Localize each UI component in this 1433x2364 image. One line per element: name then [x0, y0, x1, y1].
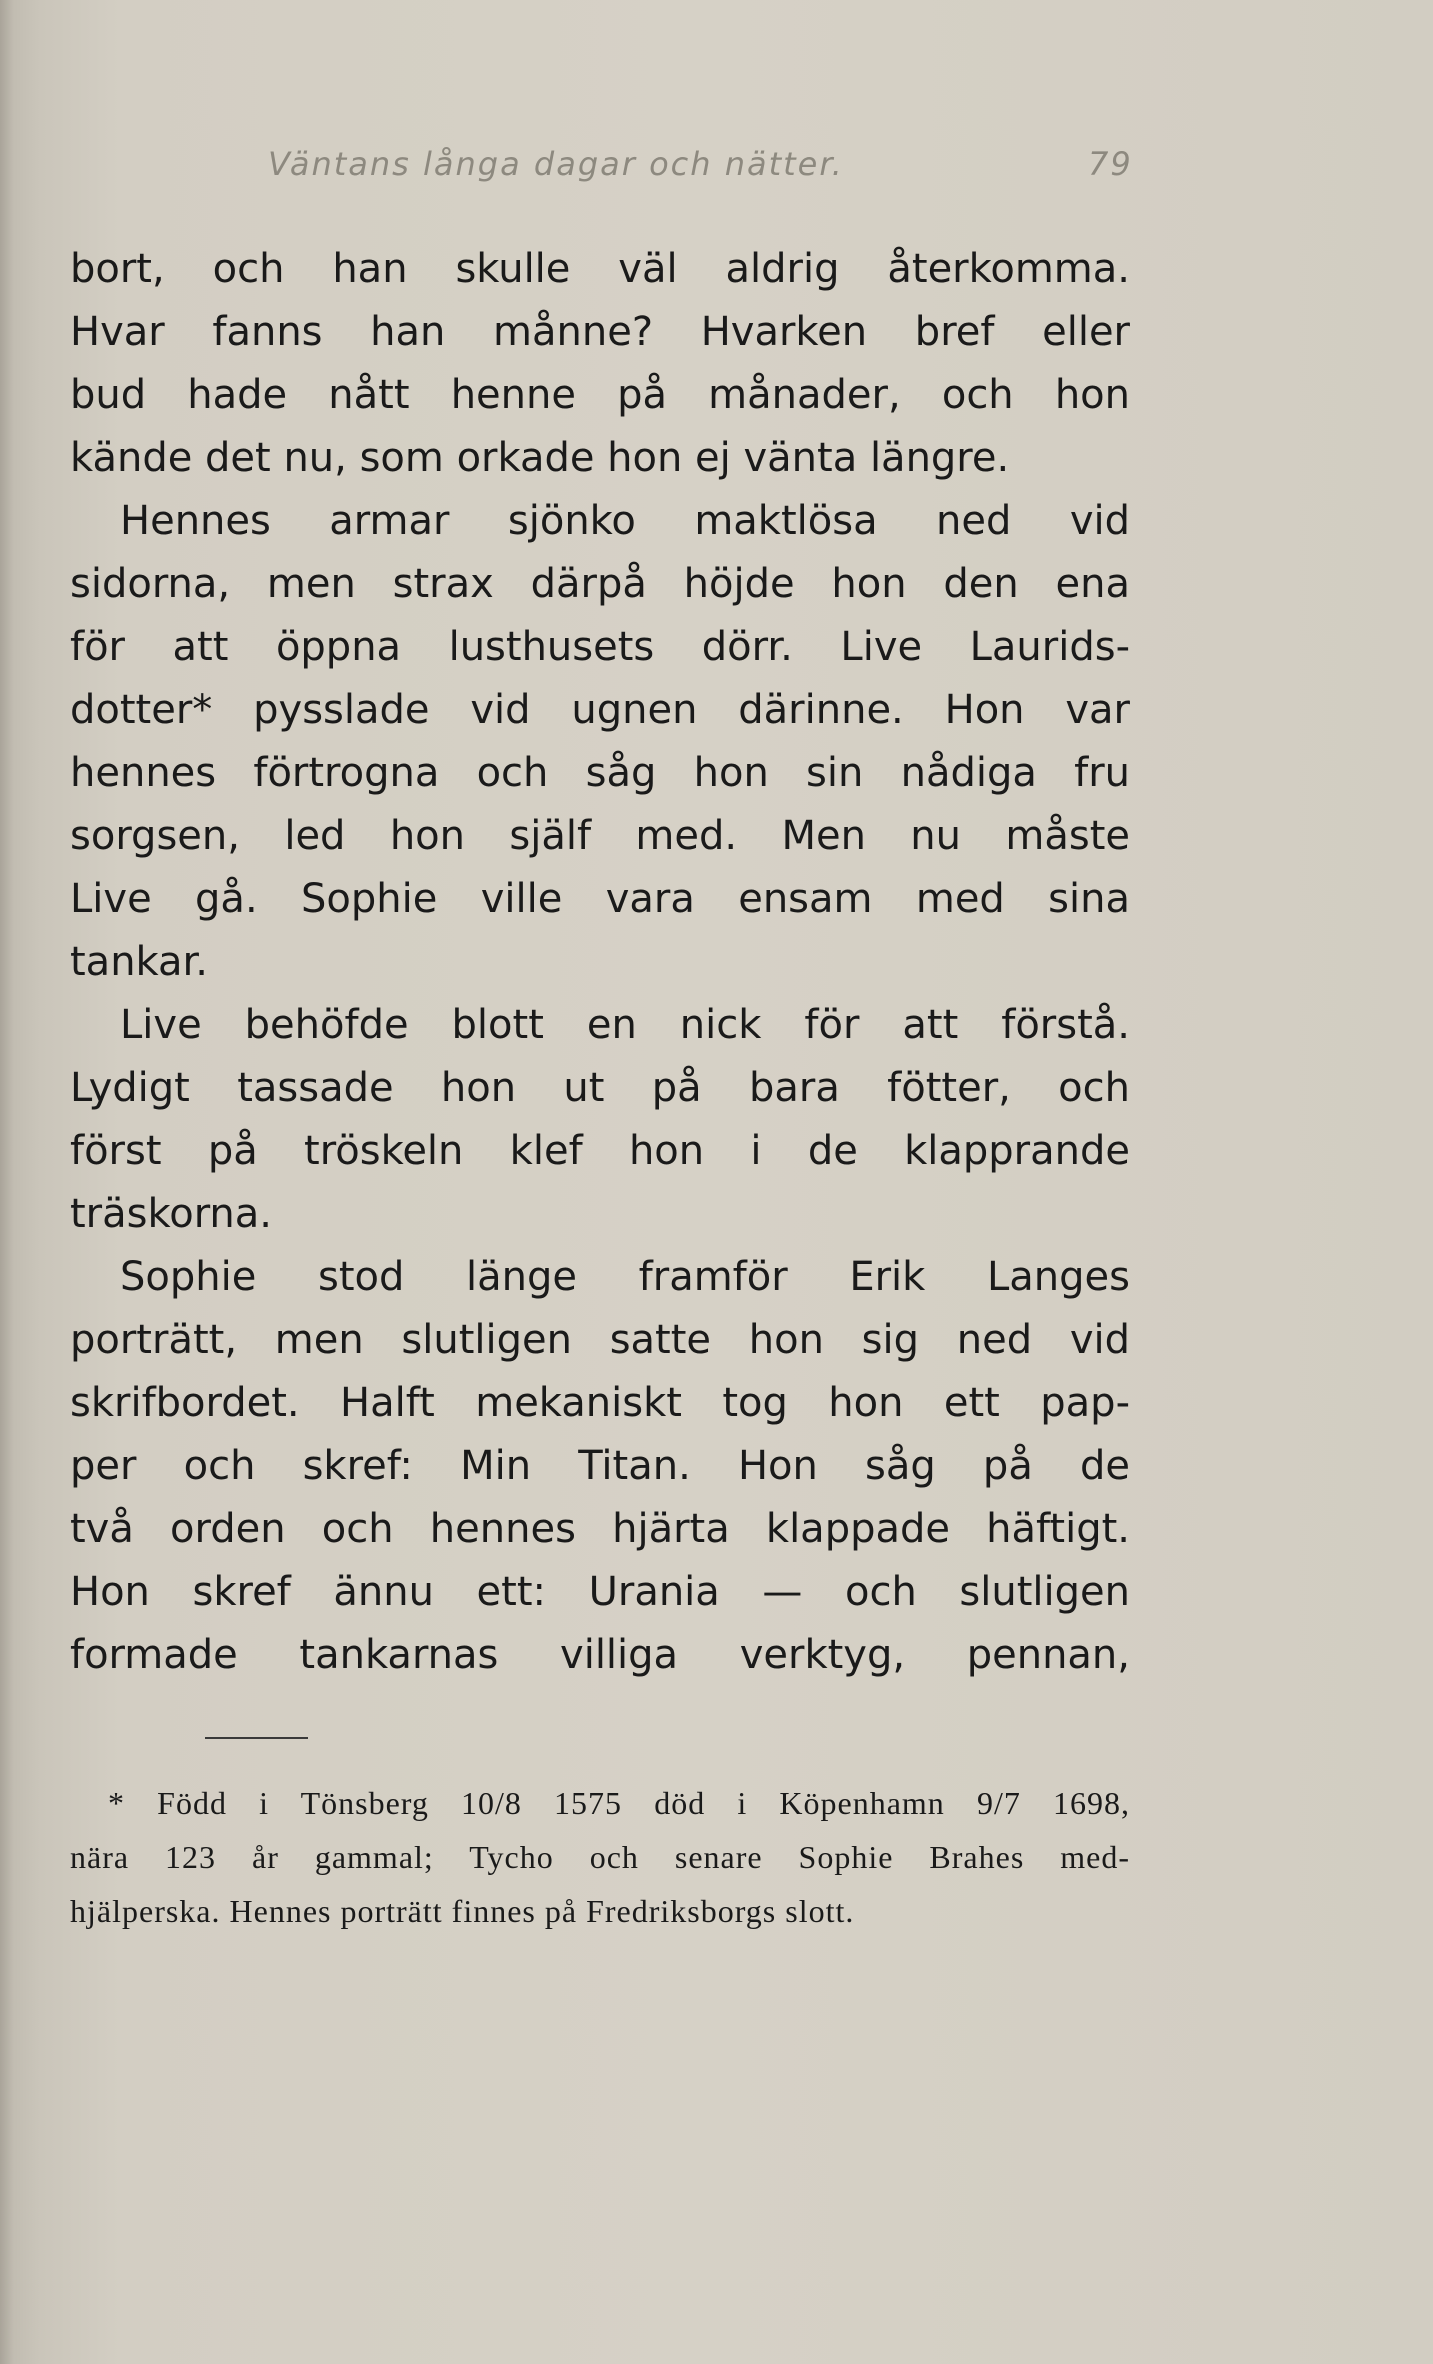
text-line: Hennes armar sjönko maktlösa ned vid	[120, 498, 1130, 544]
text-line: sidorna, men strax därpå höjde hon den ena	[70, 561, 1130, 607]
text-line: formade tankarnas villiga verktyg, pennan,	[70, 1632, 1130, 1678]
running-head-title: Väntans långa dagar och nätter.	[268, 145, 844, 183]
body-text	[70, 238, 1130, 1687]
text-line: Hvar fanns han månne? Hvarken bref eller	[70, 309, 1130, 355]
text-line: tankar.	[70, 939, 209, 985]
text-line: först på tröskeln klef hon i de klapprande	[70, 1128, 1130, 1174]
footnote-rule	[205, 1737, 308, 1739]
running-head	[268, 145, 1168, 195]
footnote-line: hjälperska. Hennes porträtt finnes på Fredriksborgs slott.	[70, 1893, 855, 1929]
footnote-line: * Född i Tönsberg 10/8 1575 död i Köpenhamn 9/7 1698,	[108, 1785, 1130, 1821]
text-line: per och skref: Min Titan. Hon såg på de	[70, 1443, 1130, 1489]
text-line: Hon skref ännu ett: Urania — och slutligen	[70, 1569, 1130, 1615]
text-line: två orden och hennes hjärta klappade häftigt.	[70, 1506, 1130, 1552]
text-line: bort, och han skulle väl aldrig återkomma.	[70, 246, 1130, 292]
text-line: träskorna.	[70, 1191, 273, 1237]
text-line: Sophie stod länge framför Erik Langes	[120, 1254, 1130, 1300]
text-line: bud hade nått henne på månader, och hon	[70, 372, 1130, 418]
text-line: hennes förtrogna och såg hon sin nådiga fru	[70, 750, 1130, 796]
page-number: 79	[1088, 145, 1133, 183]
text-line: dotter* pysslade vid ugnen därinne. Hon var	[70, 687, 1130, 733]
text-line: för att öppna lusthusets dörr. Live Laurids-	[70, 624, 1130, 670]
text-line: kände det nu, som orkade hon ej vänta längre.	[70, 435, 1010, 481]
text-line: Live behöfde blott en nick för att förstå.	[120, 1002, 1130, 1048]
text-line: porträtt, men slutligen satte hon sig ned vid	[70, 1317, 1130, 1363]
text-line: Lydigt tassade hon ut på bara fötter, och	[70, 1065, 1130, 1111]
text-line: Live gå. Sophie ville vara ensam med sina	[70, 876, 1130, 922]
text-line: skrifbordet. Halft mekaniskt tog hon ett pap-	[70, 1380, 1130, 1426]
text-line: sorgsen, led hon själf med. Men nu måste	[70, 813, 1130, 859]
footnote	[70, 1776, 1130, 1938]
page-gutter-shadow	[0, 0, 14, 2364]
footnote-line: nära 123 år gammal; Tycho och senare Sophie Brahes med-	[70, 1839, 1130, 1875]
